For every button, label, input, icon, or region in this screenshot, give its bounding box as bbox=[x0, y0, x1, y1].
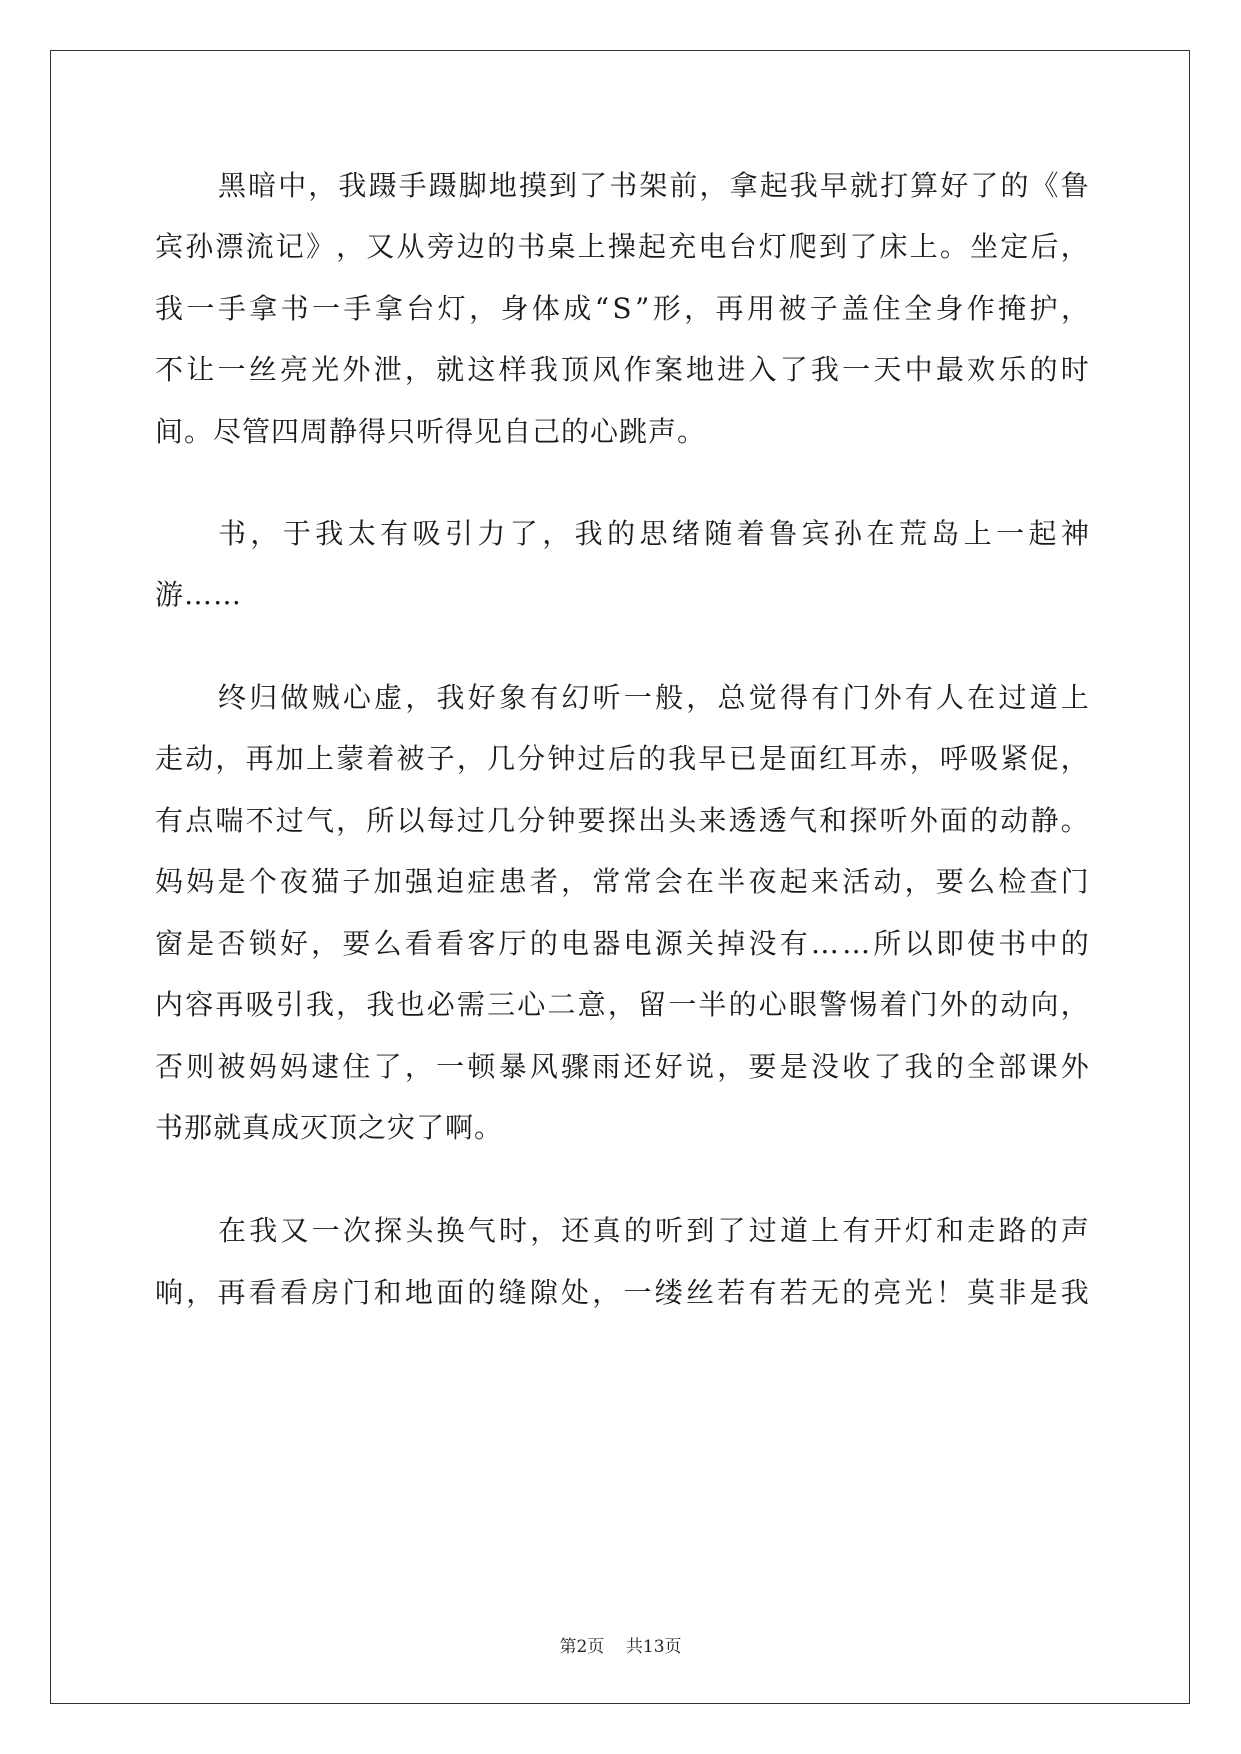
text-line: 游…… bbox=[155, 578, 243, 611]
text-line: 走 动 ， 再 加 上 蒙 着 被 子 ， 几 分 钟 过 后 的 我 早 已 是 面 红 耳 赤 ， 呼 吸 紧 促 ， bbox=[155, 742, 1090, 775]
text-line: 窗 是 否 锁 好 ， 要 么 看 看 客 厅 的 电 器 电 源 关 掉 没 有 … … 所 以 即 使 书 中 的 bbox=[155, 927, 1090, 960]
text-line: 否 则 被 妈 妈 逮 住 了 ， 一 顿 暴 风 骤 雨 还 好 说 ， 要 是 没 收 了 我 的 全 部 课 外 bbox=[155, 1050, 1090, 1083]
text-line: 响 ， 再 看 看 房 门 和 地 面 的 缝 隙 处 ， 一 缕 丝 若 有 若 无 的 亮 光 ！ 莫 非 是 我 bbox=[155, 1276, 1090, 1309]
text-line: 黑 暗 中 ， 我 蹑 手 蹑 脚 地 摸 到 了 书 架 前 ， 拿 起 我 早 就 打 算 好 了 的 《 鲁 bbox=[218, 169, 1090, 202]
text-line: 不 让 一 丝 亮 光 外 泄 ， 就 这 样 我 顶 风 作 案 地 进 入 了 我 一 天 中 最 欢 乐 的 时 bbox=[155, 353, 1090, 386]
text-line: 在 我 又 一 次 探 头 换 气 时 ， 还 真 的 听 到 了 过 道 上 有 开 灯 和 走 路 的 声 bbox=[218, 1214, 1090, 1247]
text-line: 内 容 再 吸 引 我 ， 我 也 必 需 三 心 二 意 ， 留 一 半 的 心 眼 警 惕 着 门 外 的 动 向 ， bbox=[155, 988, 1090, 1021]
text-line: 书那就真成灭顶之灾了啊。 bbox=[155, 1111, 504, 1144]
text-line: 间。尽管四周静得只听得见自己的心跳声。 bbox=[155, 415, 707, 448]
page-number-footer: 第2页 共13页 bbox=[559, 1637, 682, 1657]
text-line: 终 归 做 贼 心 虚 ， 我 好 象 有 幻 听 一 般 ， 总 觉 得 有 门 外 有 人 在 过 道 上 bbox=[218, 681, 1090, 714]
text-line: 书 ， 于 我 太 有 吸 引 力 了 ， 我 的 思 绪 随 着 鲁 宾 孙 在 荒 岛 上 一 起 神 bbox=[218, 517, 1090, 550]
text-line: 宾 孙 漂 流 记 》 ， 又 从 旁 边 的 书 桌 上 操 起 充 电 台 灯 爬 到 了 床 上 。 坐 定 后 ， bbox=[155, 230, 1090, 263]
text-line: 有 点 喘 不 过 气 ， 所 以 每 过 几 分 钟 要 探 出 头 来 透 透 气 和 探 听 外 面 的 动 静 。 bbox=[155, 804, 1090, 837]
text-line: 妈 妈 是 个 夜 猫 子 加 强 迫 症 患 者 ， 常 常 会 在 半 夜 起 来 活 动 ， 要 么 检 查 门 bbox=[155, 865, 1090, 898]
text-line: 我 一 手 拿 书 一 手 拿 台 灯 ， 身 体 成 “ S ” 形 ， 再 用 被 子 盖 住 全 身 作 掩 护 ， bbox=[155, 292, 1090, 325]
